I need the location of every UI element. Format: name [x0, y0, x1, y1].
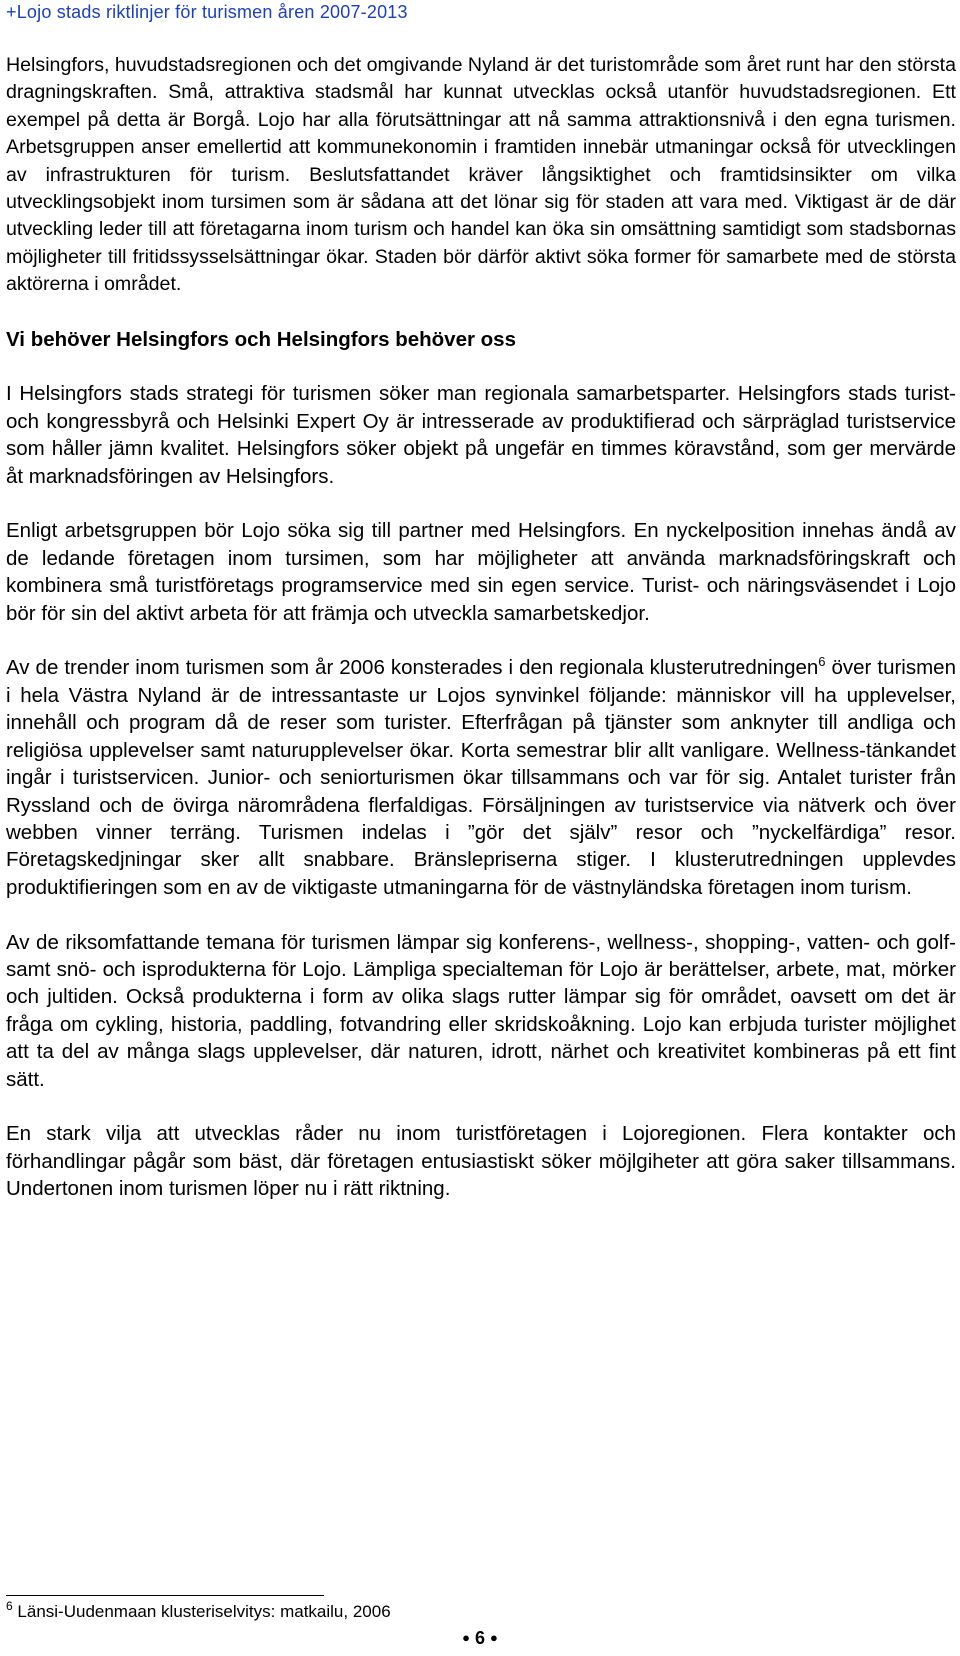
page-number — [0, 1628, 960, 1649]
bullet-icon: ● — [462, 1630, 470, 1645]
page-number-value: 6 — [474, 1628, 485, 1648]
footnote-reference: 6 — [818, 654, 826, 670]
paragraph-6: En stark vilja att utvecklas råder nu inom turistföretagen i Lojoregionen. Flera kontakter och förhandlingar pågår som bäst, där företagen entusiastiskt söker möjlgiheter att göra saker tillsammans. Undertonen inom turismen löper nu i rätt riktning. — [6, 1122, 956, 1201]
paragraph-3: Enligt arbetsgruppen bör Lojo söka sig till partner med Helsingfors. En nyckelposition innehas ändå av de ledande företagen inom tursimen, som har möjligheter att använda marknadsföringskraft och kombinera små turistföretags programservice med sin egen service. Turist- och näringsväsendet i Lojo bör för sin del aktivt arbeta för att främja och utveckla samarbetskedjor. — [6, 519, 956, 625]
footnote — [6, 1599, 391, 1622]
document-body — [6, 52, 956, 1203]
paragraph-5: Av de riksomfattande temana för turismen lämpar sig konferens-, wellness-, shopping-, vatten- och golf- samt snö- och isprodukterna för Lojo. Lämpliga specialteman för Lojo är berättelser, arbete, mat, mörker och jultiden. Också produkterna i form av olika slags rutter lämpar sig för området, oavsett om det är fråga om cykling, historia, paddling, fotvandring eller skridskoåkning. Lojo kan erbjuda turister möjlighet att ta del av många slags upplevelser, där naturen, idrott, närhet och kreativitet kombineras på ett fint sätt. — [6, 930, 956, 1091]
section-heading: Vi behöver Helsingfors och Helsingfors behöver oss — [6, 327, 516, 351]
footnote-text: Länsi-Uudenmaan klusteriselvitys: matkailu, 2006 — [12, 1602, 391, 1621]
footnote-number: 6 — [6, 1599, 13, 1613]
footnote-separator — [6, 1595, 324, 1596]
bullet-icon: ● — [490, 1630, 498, 1645]
paragraph-2: I Helsingfors stads strategi för turismen söker man regionala samarbetsparter. Helsingfors stads turist- och kongressbyrå och Helsinki Expert Oy är intresserade av produktifierad och särpräglad turistservice som håller jämn kvalitet. Helsingfors söker objekt på ungefär en timmes köravstånd, som ger mervärde åt marknadsföringen av Helsingfors. — [6, 382, 956, 488]
paragraph-4-text-a: Av de trender inom turismen som år 2006 konsterades i den regionala klusterutredningen — [6, 656, 819, 680]
paragraph-4 — [6, 654, 956, 901]
paragraph-4-text-b: över turismen i hela Västra Nyland är de intressantaste ur Lojos synvinkel följande: människor vill ha upplevelser, innehåll och program då de reser som turister. Efterfrågan på tjänster som anknyter till andliga och religiösa upplevelser samt naturupplevelser ökar. Korta semestrar blir allt vanligare. Wellness-tänkandet ingår i turistservicen. Junior- och seniorturismen ökar tillsammans och var för sig. Antalet turister från Ryssland och de övirga närområdena flerfaldigas. Försäljningen av turistservice via nätverk och över webben vinner terräng. Turismen indelas i ”gör det själv” resor och ”nyckelfärdiga” resor. Företagskedjningar sker allt snabbare. Bränslepriserna stiger. I klusterutredningen upplevdes produktifieringen som en av de viktigaste utmaningarna för de västnyländska företagen inom turism. — [6, 656, 956, 899]
running-header: +Lojo stads riktlinjer för turismen åren 2007-2013 — [6, 2, 408, 22]
paragraph-1: Helsingfors, huvudstadsregionen och det omgivande Nyland är det turistområde som året runt har den största dragningskraften. Små, attraktiva stadsmål har kunnat utvecklas också utanför huvudstadsregionen. Ett exempel på detta är Borgå. Lojo har alla förutsättningar att nå samma attraktionsnivå i den egna turismen. Arbetsgruppen anser emellertid att kommunekonomin i framtiden innebär utmaningar också för utvecklingen av infrastrukturen för turism. Beslutsfattandet kräver långsiktighet och framtidsinsikter om vilka utvecklingsobjekt inom tursimen som är sådana att det lönar sig för staden att vara med. Viktigast är de där utveckling leder till att företagarna inom turism och handel kan öka sin omsättning samtidigt som stadsbornas möjligheter till fritidssysselsättningar ökar. Staden bör därför aktivt söka former för samarbete med de största aktörerna i området. — [6, 54, 956, 296]
